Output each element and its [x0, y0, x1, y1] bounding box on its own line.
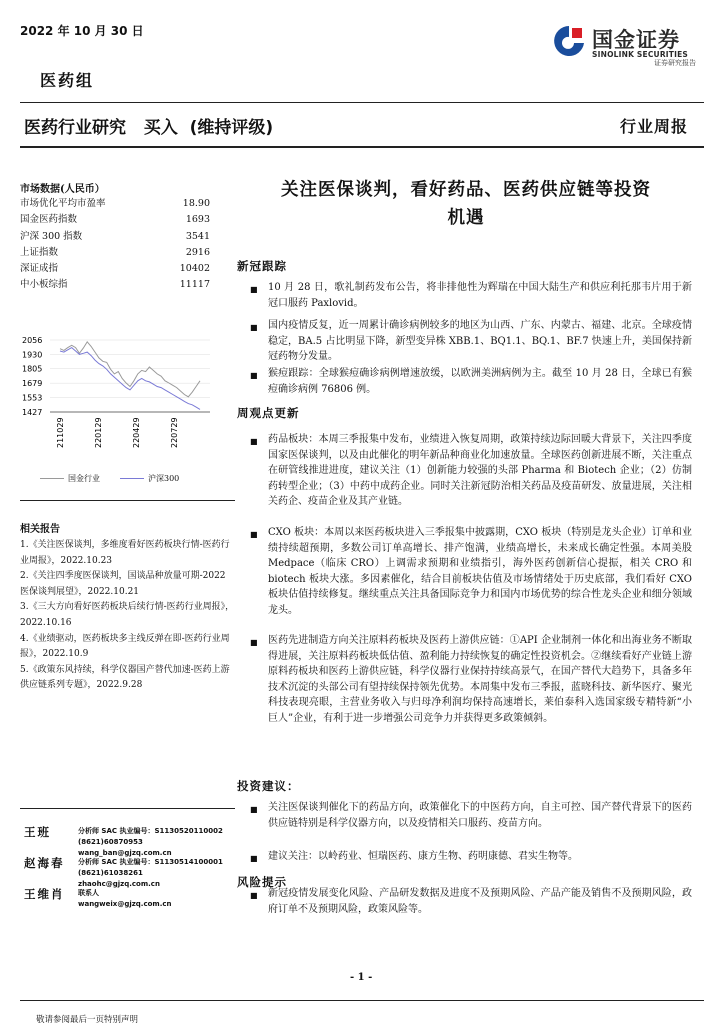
footer-disclaimer: 敬请参阅最后一页特别声明	[36, 1015, 139, 1025]
bullet-icon: ■	[250, 530, 258, 539]
section-heading: 周观点更新	[237, 406, 300, 420]
analyst-email[interactable]: wang_ban@gjzq.com.cn	[78, 849, 172, 857]
market-data-label: 深证成指	[20, 263, 59, 275]
logo-text-en: SINOLINK SECURITIES	[592, 50, 689, 59]
analyst-id: 分析师 SAC 执业编号：S1130514100001	[78, 858, 223, 866]
analyst-name: 王班	[24, 825, 51, 839]
market-data-label: 中小板综指	[20, 279, 68, 291]
paragraph: 关注医保谈判催化下的药品方向，政策催化下的中医药方向，自主可控、国产替代背景下的医药供应链特别是科学仪器方向，以及疫情相关口服药、疫苗方向。	[268, 802, 692, 829]
bullet-icon: ■	[250, 854, 258, 863]
y-tick-label: 2056	[22, 336, 43, 345]
analyst-divider	[20, 808, 235, 809]
section-heading: 投资建议：	[237, 779, 300, 793]
market-data-value: 3541	[185, 230, 210, 242]
analyst-name: 王维肖	[24, 887, 65, 901]
series-line-0	[60, 342, 200, 397]
analyst-phone: (8621)60870953	[78, 838, 143, 846]
analyst-info	[78, 826, 223, 859]
x-tick-label: 211029	[56, 417, 65, 448]
market-data-row	[20, 229, 210, 245]
paragraph: 10 月 28 日，歌礼制药发布公告，将非排他性为辉瑞在中国大陆生产和供应利托那韦片用于新冠口服药 Paxlovid。	[268, 282, 692, 309]
paragraph: 国内疫情反复，近一周累计确诊病例较多的地区为山西、广东、内蒙古、福建、北京。全球疫情稳定，BA.5 占比明显下降，新型变异株 XBB.1、BQ1.1、BQ.1、BF.7 快速上升，美国保持新冠药物分发量。	[268, 320, 692, 362]
bullet-icon: ■	[250, 323, 258, 332]
legend-label-hs300: 沪深300	[148, 474, 180, 483]
section-heading: 风险提示	[237, 875, 287, 889]
chart-legend	[40, 473, 220, 484]
header-divider-bottom	[20, 146, 704, 148]
market-data-label: 上证指数	[20, 246, 59, 258]
bullet-icon: ■	[250, 805, 258, 814]
legend-item-hs300	[120, 473, 179, 484]
analyst-email[interactable]: wangweix@gjzq.com.cn	[78, 900, 172, 908]
logo-mark-icon	[552, 24, 586, 62]
report-title-line1: 关注医保谈判，看好药品、医药供应链等投资	[281, 180, 651, 200]
analyst-email[interactable]: zhaohc@gjzq.com.cn	[78, 880, 160, 888]
market-data-row	[20, 261, 210, 277]
market-data-value: 18.90	[182, 198, 210, 209]
y-tick-label: 1930	[22, 350, 43, 360]
market-data-row	[20, 196, 210, 212]
report-title	[236, 176, 696, 232]
section-heading: 新冠跟踪	[237, 259, 287, 273]
related-reports-list	[20, 538, 235, 694]
bullet-icon: ■	[250, 638, 258, 647]
paragraph: 建议关注：以岭药业、恒瑞医药、康方生物、药明康德、君实生物等。	[268, 851, 578, 862]
left-divider	[20, 500, 235, 501]
market-data-label: 国金医药指数	[20, 214, 78, 226]
analyst-info	[78, 857, 223, 890]
footer-divider	[20, 1000, 704, 1001]
report-type: 行业周报	[619, 117, 688, 136]
related-report-item[interactable]: 1.《关注医保谈判，多维度看好医药板块行情-医药行业周报》，2022.10.23	[20, 540, 230, 566]
related-report-item[interactable]: 4.《业绩驱动，医药板块多主线反弹在即-医药行业周报》，2022.10.9	[20, 633, 230, 660]
group-name: 医药组	[40, 71, 95, 90]
market-data-label: 沪深 300 指数	[20, 230, 83, 242]
header-divider-top	[20, 102, 704, 103]
related-reports-title: 相关报告	[20, 524, 60, 535]
bullet-icon: ■	[250, 371, 258, 380]
market-data-value: 2916	[185, 246, 210, 258]
x-tick-label: 220729	[170, 417, 179, 448]
bullet-icon: ■	[250, 891, 258, 900]
bullet-icon: ■	[250, 437, 258, 446]
analysts-block	[20, 820, 230, 908]
y-tick-label: 1427	[22, 408, 43, 417]
y-tick-label: 1553	[22, 393, 43, 403]
market-data-row	[20, 245, 210, 261]
index-chart	[20, 330, 220, 490]
legend-swatch-industry	[40, 478, 64, 479]
paragraph: 猴痘跟踪：全球猴痘确诊病例增速放缓，以欧洲美洲病例为主。截至 10 月 28 日，全球已有猴痘确诊病例 76806 例。	[268, 368, 692, 395]
analyst-phone: (8621)61038261	[78, 869, 143, 877]
paragraph: 新冠疫情发展变化风险、产品研发数据及进度不及预期风险、产品产能及销售不及预期风险，政府订单不及预期风险，政策风险等。	[268, 888, 692, 915]
legend-item-industry	[40, 473, 100, 484]
analyst-name: 赵海春	[24, 856, 65, 870]
market-data-value: 1693	[185, 214, 210, 226]
market-data-label: 市场优化平均市盈率	[20, 198, 106, 209]
market-data-row	[20, 212, 210, 228]
market-data-value: 10402	[179, 263, 210, 275]
analyst-role: 联系人	[78, 889, 99, 897]
related-report-item[interactable]: 3.《三大方向看好医药板块后续行情-医药行业周报》，2022.10.16	[20, 602, 235, 628]
analyst-id: 分析师 SAC 执业编号：S1130520110002	[78, 827, 223, 835]
market-data-row	[20, 277, 210, 293]
x-tick-label: 220429	[132, 417, 141, 448]
report-date: 2022 年 10 月 30 日	[20, 24, 144, 38]
related-report-item[interactable]: 5.《政策东风持续，科学仪器国产替代加速-医药上游供应链系列专题》，2022.9.28	[20, 664, 230, 691]
legend-swatch-hs300	[120, 478, 144, 479]
y-tick-label: 1805	[22, 364, 43, 374]
bullet-icon: ■	[250, 285, 258, 294]
report-title-line2: 机遇	[447, 208, 485, 228]
report-category: 证券研究报告	[654, 59, 696, 67]
legend-label-industry: 国金行业	[68, 474, 100, 483]
x-tick-label: 220129	[94, 417, 103, 448]
market-data-title: 市场数据(人民币）	[20, 184, 105, 195]
page-number: - 1 -	[350, 972, 373, 983]
market-data-value: 11117	[179, 279, 210, 291]
related-report-item[interactable]: 2.《关注四季度医保谈判，国谈品种放量可期-2022 医保谈判展望》，2022.10.21	[20, 571, 226, 597]
paragraph: CXO 板块：本周以来医药板块进入三季报集中披露期，CXO 板块（特别是龙头企业）订单和业绩持续超预期，多数公司订单高增长、排产饱满，业绩高增长，未来成长确定性强。本周美股 Medpace（临床 CRO）上调需求预期和业绩指引，海外医药创新信心提振，相关 CRO 和 biotech 板块大涨。多因素催化，结合目前板块估值及市场情绪处于历史底部，我们看好 CXO 板块估值持续修复。继续重点关注具备国际竞争力和国内市场优势的综合性龙头企业和细分领域龙头。	[268, 527, 692, 616]
market-data-table	[20, 196, 210, 294]
analyst-info	[78, 888, 172, 910]
paragraph: 药品板块：本周三季报集中发布，业绩进入恢复周期，政策持续边际回暖大背景下，关注四季度国家医保谈判，以及由此催化的明年新品种商业化加速放量。全球医药创新进展不断，关注重点在研管线推进进度，建议关注（1）创新能力较强的头部 Pharma 和 Biotech 企业；（2）仿制药转型企业；（3）中药中成药企业。同时关注新冠防治相关药品及疫苗研发、放量进展，关注相关药企、疫苗企业及其产业链。	[268, 434, 692, 507]
series-line-1	[60, 348, 200, 410]
y-tick-label: 1679	[22, 379, 43, 389]
report-rating-line: 医药行业研究 买入 (维持评级)	[24, 118, 274, 138]
paragraph: 医药先进制造方向关注原料药板块及医药上游供应链：①API 企业制剂一体化和出海业务不断取得进展，关注原料药板块低估值、盈利能力持续恢复的确定性投资机会。②继续看好产业链上游原料药板块和医药上游供应链，科学仪器行业保持持续高景气，在国产替代大趋势下，具备多年技术沉淀的头部公司有望持续保持领先优势。本周集中发布三季报，蓝晓科技、新华医疗、聚光科技表现亮眼，主营业务收入与归母净利润均保持高速增长，莱伯泰科入选国家级专精特新“小巨人”企业，有利于进一步增强公司竞争力并获得更多政策倾斜。	[268, 635, 692, 724]
logo-text-cn: 国金证券	[592, 28, 680, 52]
